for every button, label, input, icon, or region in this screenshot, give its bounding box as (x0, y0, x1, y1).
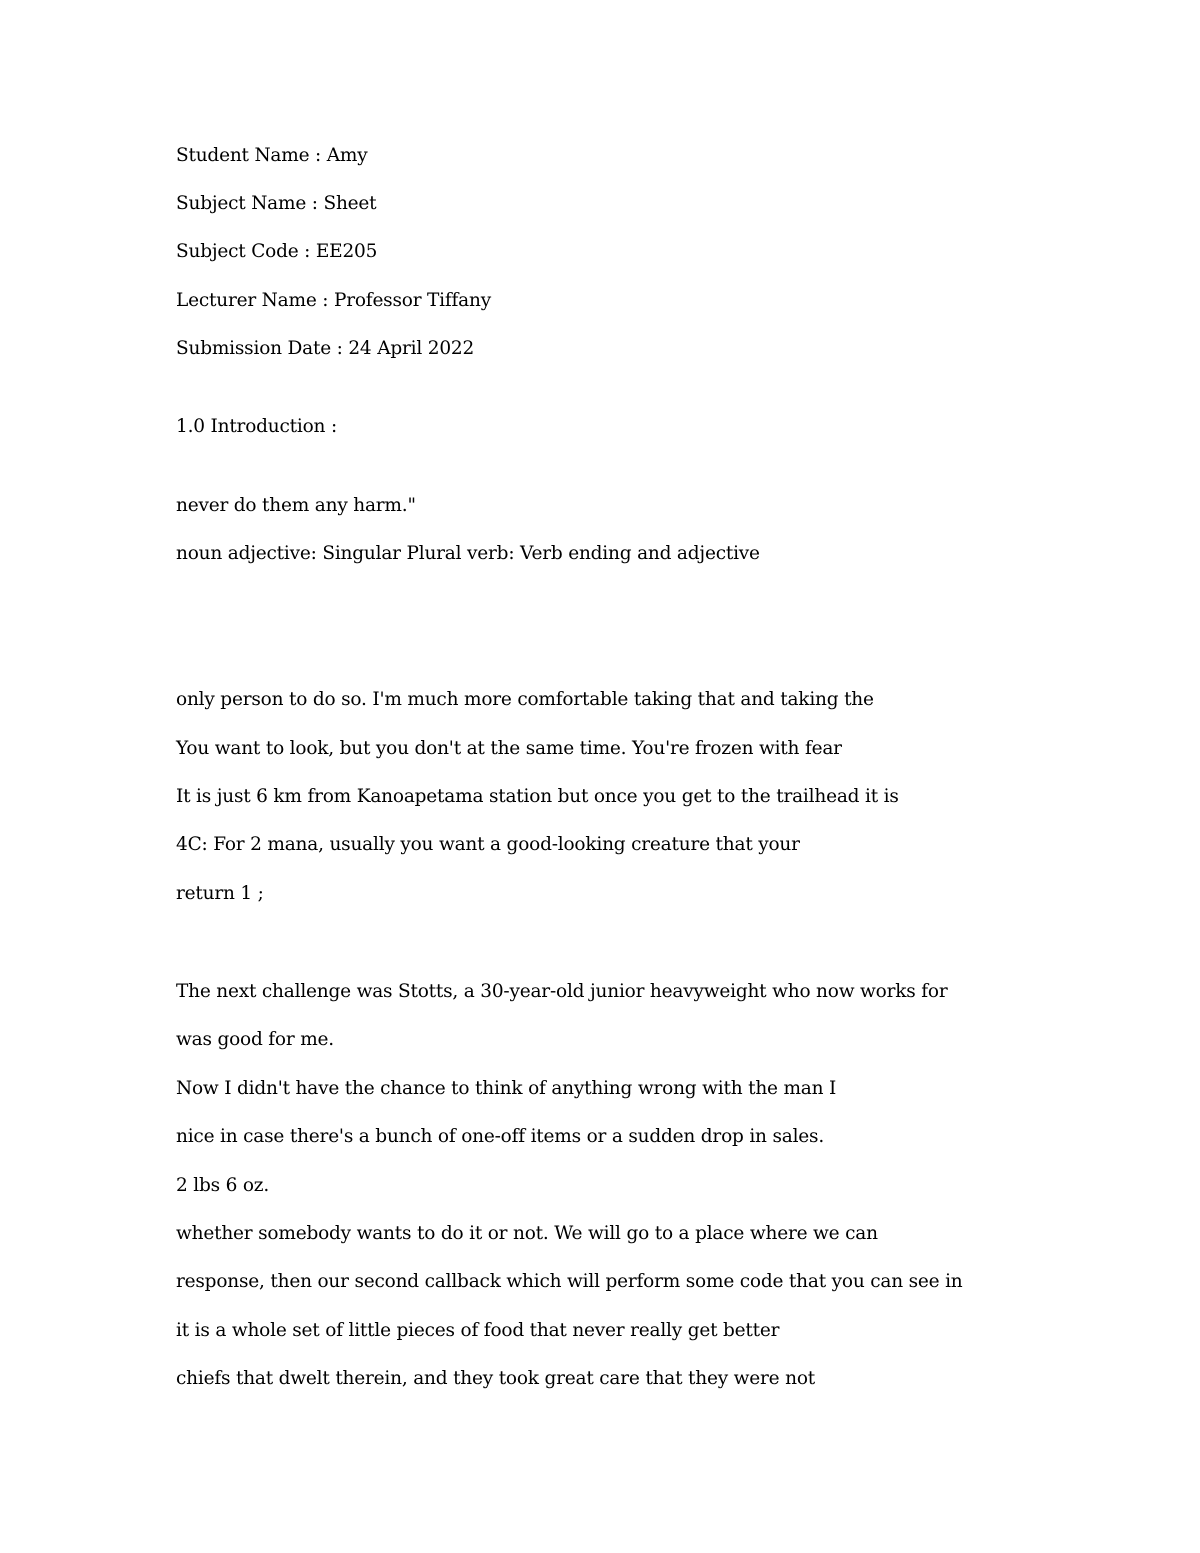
lecturer-name: Lecturer Name : Professor Tiffany (176, 290, 491, 311)
body-line: chiefs that dwelt therein, and they took great care that they were not (176, 1368, 816, 1389)
subject-code: Subject Code : EE205 (176, 241, 378, 262)
student-name: Student Name : Amy (176, 145, 368, 166)
body-line: return 1 ; (176, 883, 264, 904)
body-line: was good for me. (176, 1029, 334, 1050)
body-line: The next challenge was Stotts, a 30-year-old junior heavyweight who now works for (176, 981, 948, 1002)
body-line: nice in case there's a bunch of one-off items or a sudden drop in sales. (176, 1126, 825, 1147)
body-line: Now I didn't have the chance to think of anything wrong with the man I (176, 1078, 837, 1099)
section-heading: 1.0 Introduction : (176, 416, 337, 437)
body-line: whether somebody wants to do it or not. We will go to a place where we can (176, 1223, 878, 1244)
body-line: 2 lbs 6 oz. (176, 1175, 270, 1196)
body-line: response, then our second callback which will perform some code that you can see in (176, 1271, 963, 1292)
body-line: It is just 6 km from Kanoapetama station but once you get to the trailhead it is (176, 786, 899, 807)
body-line: never do them any harm." (176, 495, 416, 516)
submission-date: Submission Date : 24 April 2022 (176, 338, 475, 359)
subject-name: Subject Name : Sheet (176, 193, 377, 214)
body-line: only person to do so. I'm much more comfortable taking that and taking the (176, 689, 874, 710)
body-line: noun adjective: Singular Plural verb: Verb ending and adjective (176, 543, 760, 564)
body-line: You want to look, but you don't at the same time. You're frozen with fear (176, 738, 842, 759)
body-line: 4C: For 2 mana, usually you want a good-looking creature that your (176, 834, 800, 855)
body-line: it is a whole set of little pieces of food that never really get better (176, 1320, 780, 1341)
